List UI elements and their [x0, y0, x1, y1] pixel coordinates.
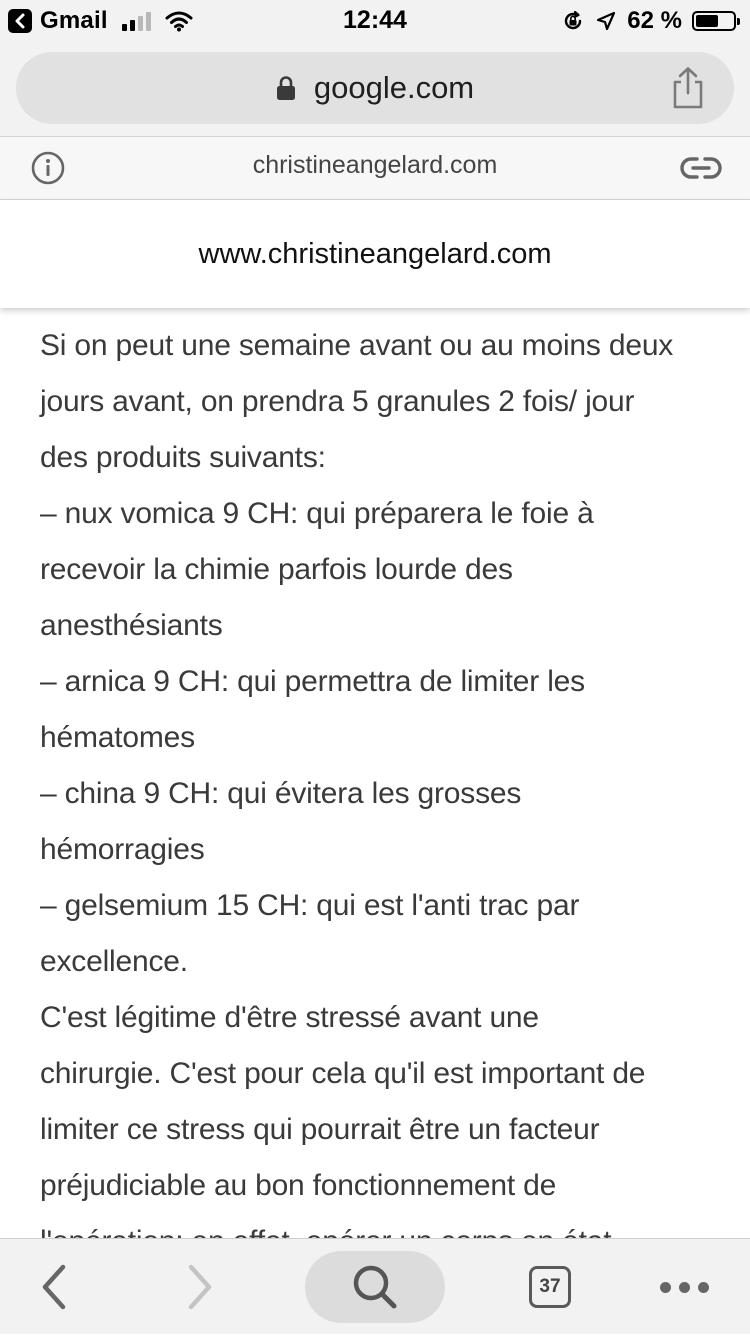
- search-icon: [352, 1264, 398, 1310]
- orientation-lock-icon: [561, 9, 585, 33]
- status-time: 12:44: [343, 6, 407, 34]
- more-icon: [660, 1282, 709, 1293]
- back-app-label[interactable]: Gmail: [40, 7, 108, 34]
- site-title[interactable]: www.christineangelard.com: [198, 238, 552, 270]
- lock-icon: [276, 75, 296, 101]
- article-line: recevoir la chimie parfois lourde des: [40, 553, 513, 586]
- tabs-button[interactable]: [520, 1239, 580, 1335]
- battery-icon: [692, 11, 736, 31]
- share-icon[interactable]: [668, 66, 708, 110]
- back-arrow-icon: [39, 1263, 69, 1311]
- article-line: chirurgie. C'est pour cela qu'il est important de: [40, 1057, 646, 1090]
- article-line: préjudiciable au bon fonctionnement de: [40, 1169, 557, 1202]
- browser-header: [0, 42, 750, 136]
- article-line: excellence.: [40, 945, 188, 978]
- article-line: hémorragies: [40, 833, 205, 866]
- article-line: – arnica 9 CH: qui permettra de limiter les: [40, 665, 585, 698]
- url-text[interactable]: google.com: [313, 70, 475, 105]
- site-header: [0, 200, 750, 308]
- article-line: limiter ce stress qui pourrait être un facteur: [40, 1113, 600, 1146]
- amp-domain[interactable]: christineangelard.com: [252, 151, 498, 179]
- more-button[interactable]: [648, 1239, 720, 1335]
- article-line: – gelsemium 15 CH: qui est l'anti trac par: [40, 889, 580, 922]
- amp-info-bar: [0, 136, 750, 200]
- article-line: Si on peut une semaine avant ou au moins deux: [40, 329, 674, 362]
- status-bar: [0, 0, 750, 42]
- back-button[interactable]: [24, 1239, 84, 1335]
- battery-percent: 62 %: [627, 7, 682, 34]
- tabs-icon: 37: [529, 1266, 571, 1308]
- address-bar[interactable]: [16, 52, 734, 124]
- battery-level: [696, 15, 718, 27]
- article-line: C'est légitime d'être stressé avant une: [40, 1001, 539, 1034]
- bottom-toolbar: [0, 1238, 750, 1334]
- article-line: – nux vomica 9 CH: qui préparera le foie à: [40, 497, 594, 530]
- article-line: jours avant, on prendra 5 granules 2 fois/ jour: [40, 385, 635, 418]
- forward-arrow-icon: [185, 1263, 215, 1311]
- link-icon[interactable]: [680, 154, 722, 182]
- status-right: [561, 6, 736, 36]
- article-text: [40, 318, 730, 1270]
- article-line: des produits suivants:: [40, 441, 326, 474]
- location-arrow-icon: [595, 10, 617, 32]
- article-line: hématomes: [40, 721, 195, 754]
- forward-button[interactable]: [170, 1239, 230, 1335]
- article-body: [0, 308, 750, 1238]
- article-line: anesthésiants: [40, 609, 223, 642]
- article-line: – china 9 CH: qui évitera les grosses: [40, 777, 522, 810]
- search-button[interactable]: [305, 1251, 445, 1323]
